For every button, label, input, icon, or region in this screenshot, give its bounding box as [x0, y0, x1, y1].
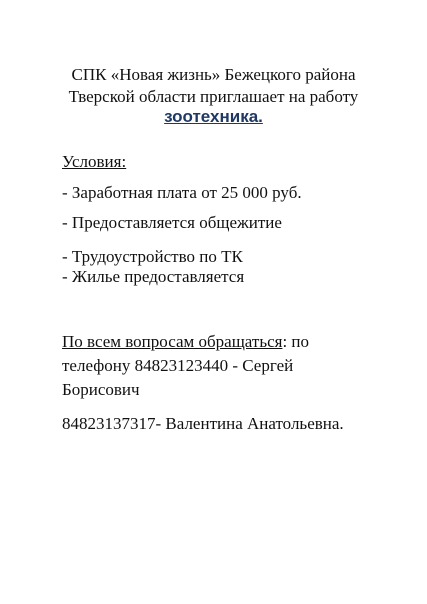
job-position-title: зоотехника.	[164, 107, 263, 126]
conditions-title: Условия:	[62, 152, 127, 171]
contacts-line-1	[62, 331, 309, 353]
contacts-line-4: 84823137317- Валентина Анатольевна.	[62, 414, 344, 433]
condition-item-dormitory: - Предоставляется общежитие	[62, 213, 282, 232]
condition-item-housing: - Жилье предоставляется	[62, 267, 245, 286]
header-line-1: СПК «Новая жизнь» Бежецкого района	[71, 65, 356, 84]
contacts-line-1-rest: : по	[282, 332, 310, 351]
condition-item-employment: - Трудоустройство по ТК	[62, 247, 243, 266]
contacts-line-2: телефону 84823123440 - Сергей	[62, 356, 294, 375]
contacts-line-3: Борисович	[62, 380, 140, 399]
header-line-2: Тверской области приглашает на работу	[68, 87, 359, 106]
condition-item-salary: - Заработная плата от 25 000 руб.	[62, 183, 302, 202]
contacts-label: По всем вопросам обращаться	[62, 332, 283, 351]
